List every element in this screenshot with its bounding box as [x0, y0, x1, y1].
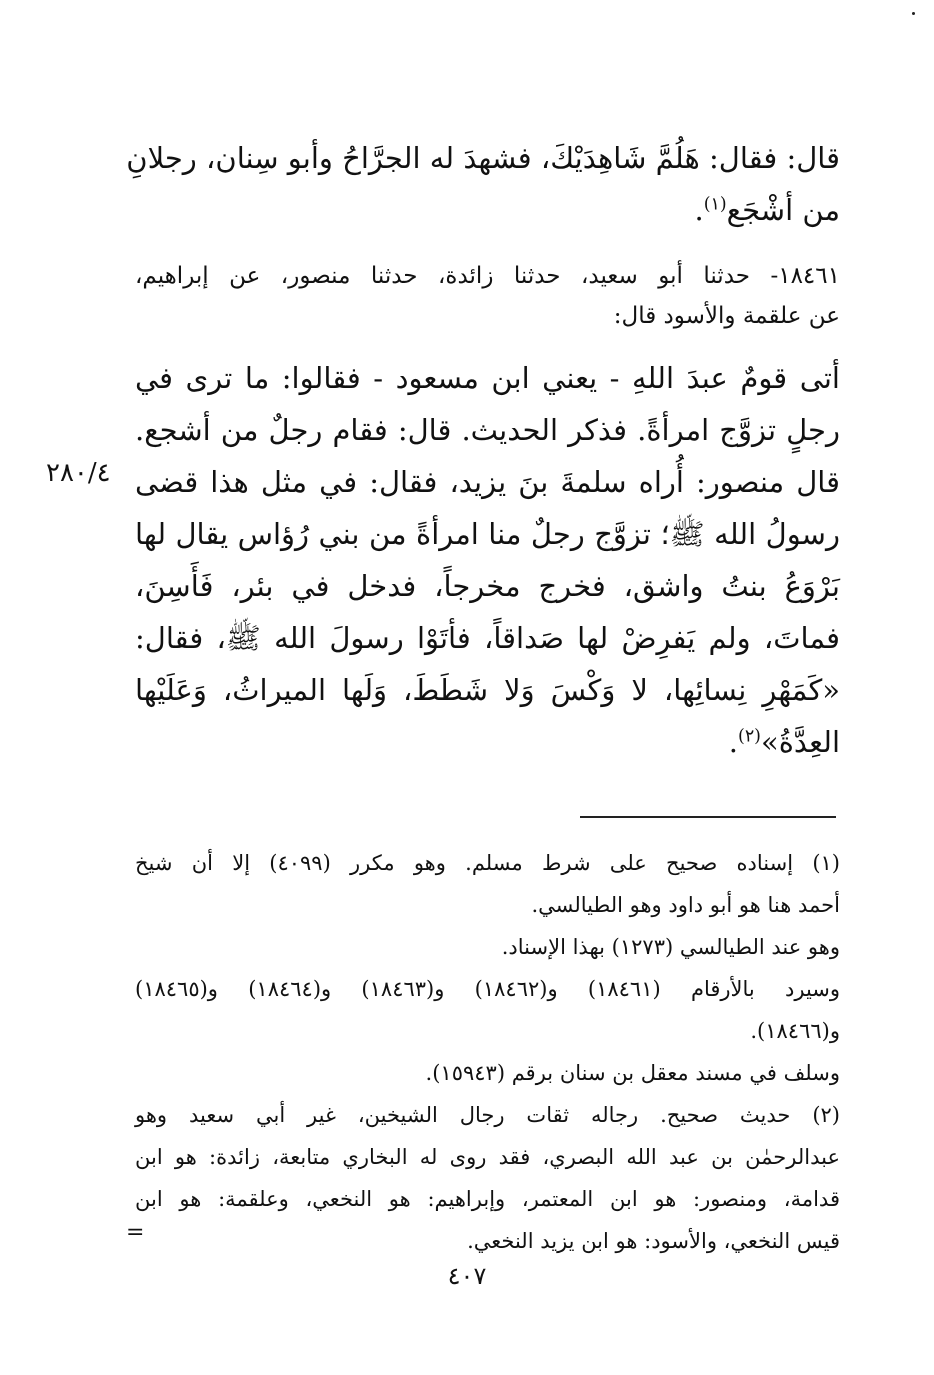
footnote-1	[135, 842, 840, 926]
text-line: قال: فقال: هَلُمَّ شَاهِدَيْكَ، فشهدَ له الجرَّاحُ وأبو سِنان، رجلانِ	[126, 141, 840, 175]
text-fragment: .	[694, 193, 704, 227]
footnote-line: (١) إسناده صحيح على شرط مسلم. وهو مكرر (٤٠٩٩) إلا أن شيخ	[135, 851, 840, 875]
text-line: أتى قومٌ عبدَ اللهِ - يعني ابن مسعود - فقالوا: ما ترى في	[135, 361, 840, 395]
footnote-line: و(١٨٤٦٦).	[750, 1019, 840, 1043]
footnote-line: قيس النخعي، والأسود: هو ابن يزيد النخعي.	[467, 1229, 840, 1253]
text-fragment: من أشْجَع	[726, 193, 840, 227]
text-line	[135, 716, 840, 768]
text-line: قال منصور: أُراه سلمةَ بنَ يزيد، فقال: في مثل هذا قضى	[135, 465, 840, 499]
footnote-line: عبدالرحمٰن بن عبد الله البصري، فقد روى له البخاري متابعة، زائدة: هو ابن	[135, 1145, 840, 1169]
footnote-line: وسيرد بالأرقام (١٨٤٦١) و(١٨٤٦٢) و(١٨٤٦٣) و(١٨٤٦٤) و(١٨٤٦٥)	[135, 977, 841, 1001]
footnote-1-note	[135, 926, 840, 968]
footnote-1-crossref	[135, 968, 840, 1052]
footnote-2	[135, 1094, 840, 1262]
footnote-line: وسلف في مسند معقل بن سنان برقم (١٥٩٤٣).	[425, 1061, 840, 1085]
text-line: رسولُ الله ﷺ؛ تزوَّج رجلٌ منا امرأةً من بني رُؤاس يقال لها	[135, 517, 840, 551]
footnotes	[135, 842, 840, 1262]
main-paragraph-2	[135, 352, 840, 768]
footnote-separator	[580, 816, 836, 818]
text-line	[135, 184, 840, 236]
text-line: عن علقمة والأسود قال:	[613, 303, 840, 329]
text-fragment: .	[728, 725, 739, 759]
footnote-1-previous	[135, 1052, 840, 1094]
text-fragment: العِدَّةُ»	[760, 725, 840, 759]
footnote-line: (٢) حديث صحيح. رجاله ثقات رجال الشيخين، غير أبي سعيد وهو	[135, 1103, 840, 1127]
text-line: بَرْوَعُ بنتُ واشق، فخرج مخرجاً، فدخل في بئر، فَأَسِنَ،	[135, 569, 840, 603]
page-number: ٤٠٧	[447, 1262, 487, 1290]
text-line: فماتَ، ولم يَفرِضْ لها صَداقاً، فأتَوْا رسولَ الله ﷺ، فقال:	[135, 621, 840, 655]
main-paragraph-1	[126, 132, 840, 236]
footnote-ref-2[interactable]: (٢)	[738, 726, 761, 747]
corner-dot	[912, 12, 915, 15]
marginal-reference: ٢٨٠/٤	[46, 458, 111, 488]
hadith-chain	[135, 256, 840, 336]
footnote-ref-1[interactable]: (١)	[703, 194, 727, 215]
footnote-line: قدامة، ومنصور: هو ابن المعتمر، وإبراهيم: هو النخعي، وعلقمة: هو ابن	[135, 1187, 840, 1211]
footnote-line: أحمد هنا هو أبو داود وهو الطيالسي.	[531, 893, 840, 917]
footnote-line: وهو عند الطيالسي (١٢٧٣) بهذا الإسناد.	[501, 935, 840, 959]
continuation-mark: =	[126, 1220, 145, 1245]
text-line: رجلٍ تزوَّج امرأةً. فذكر الحديث. قال: فقام رجلٌ من أشجع.	[135, 413, 840, 447]
text-line: ١٨٤٦١- حدثنا أبو سعيد، حدثنا زائدة، حدثنا منصور، عن إبراهيم،	[135, 263, 840, 289]
text-line: «كَمَهْرِ نِسائِها، لا وَكْسَ وَلا شَطَطَ، وَلَها الميراثُ، وَعَلَيْها	[135, 673, 840, 707]
